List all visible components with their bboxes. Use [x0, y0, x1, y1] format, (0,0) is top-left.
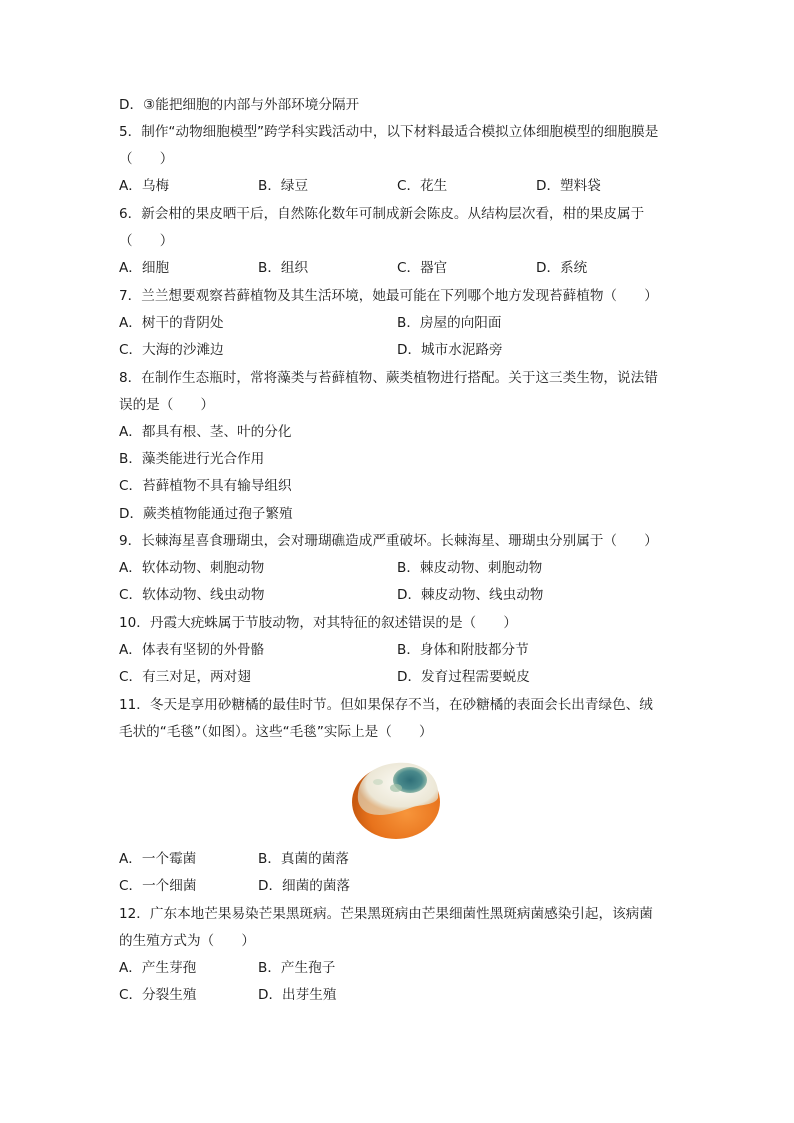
q12-option-c: C．分裂生殖 [119, 987, 197, 1003]
q6-option-b: B．组织 [258, 260, 309, 276]
q10-option-c: C．有三对足，两对翅 [119, 669, 251, 685]
q10-option-d: D．发育过程需要蜕皮 [397, 669, 530, 685]
q7-option-c: C．大海的沙滩边 [119, 342, 224, 358]
q11-stem-line2: 毛状的“毛毯”（如图）。这些“毛毯”实际上是（ ） [119, 724, 433, 740]
q12-option-a: A．产生芽孢 [119, 960, 197, 976]
q12-stem-line1: 12．广东本地芒果易染芒果黑斑病。芒果黑斑病由芒果细菌性黑斑病菌感染引起，该病菌 [119, 906, 653, 922]
q5-option-c: C．花生 [397, 178, 448, 194]
q6-option-d: D．系统 [536, 260, 588, 276]
q11-option-a: A．一个霉菌 [119, 851, 197, 867]
q7-option-a: A．树干的背阴处 [119, 315, 224, 331]
q12-option-b: B．产生孢子 [258, 960, 336, 976]
q9-stem-line1: 9．长棘海星喜食珊瑚虫，会对珊瑚礁造成严重破坏。长棘海星、珊瑚虫分别属于（ ） [119, 533, 658, 549]
q12-stem-line2: 的生殖方式为（ ） [119, 933, 255, 949]
q5-stem-line1: 5．制作“动物细胞模型”跨学科实践活动中，以下材料最适合模拟立体细胞模型的细胞膜是 [119, 124, 659, 140]
q6-stem-line2: （ ） [119, 233, 174, 249]
q9-option-d: D．棘皮动物、线虫动物 [397, 587, 544, 603]
q4-option-d: D．③能把细胞的内部与外部环境分隔开 [119, 97, 360, 113]
q7-option-d: D．城市水泥路旁 [397, 342, 503, 358]
q7-stem-line1: 7．兰兰想要观察苔藓植物及其生活环境，她最可能在下列哪个地方发现苔藓植物（ ） [119, 288, 658, 304]
q8-stem-line2: 误的是（ ） [119, 397, 215, 413]
q9-option-c: C．软体动物、线虫动物 [119, 587, 265, 603]
q5-option-d: D．塑料袋 [536, 178, 601, 194]
q8-stem-line1: 8．在制作生态瓶时，常将藻类与苔藓植物、蕨类植物进行搭配。关于这三类生物，说法错 [119, 370, 658, 386]
q12-option-d: D．出芽生殖 [258, 987, 337, 1003]
q8-option-a: A．都具有根、茎、叶的分化 [119, 424, 292, 440]
moldy-tangerine-image [350, 758, 442, 840]
q8-option-b: B．藻类能进行光合作用 [119, 451, 265, 467]
q5-stem-line2: （ ） [119, 151, 174, 167]
q6-option-a: A．细胞 [119, 260, 170, 276]
q10-option-a: A．体表有坚韧的外骨骼 [119, 642, 265, 658]
q11-option-c: C．一个细菌 [119, 878, 197, 894]
q8-option-c: C．苔藓植物不具有输导组织 [119, 478, 292, 494]
q5-option-a: A．乌梅 [119, 178, 170, 194]
q5-option-b: B．绿豆 [258, 178, 309, 194]
q6-option-c: C．器官 [397, 260, 448, 276]
q8-option-d: D．蕨类植物能通过孢子繁殖 [119, 506, 293, 522]
q10-stem-line1: 10．丹霞大疣蛛属于节肢动物，对其特征的叙述错误的是（ ） [119, 615, 517, 631]
q10-option-b: B．身体和附肢都分节 [397, 642, 529, 658]
q11-stem-line1: 11．冬天是享用砂糖橘的最佳时节。但如果保存不当，在砂糖橘的表面会长出青绿色、绒 [119, 697, 653, 713]
q11-option-b: B．真菌的菌落 [258, 851, 349, 867]
q7-option-b: B．房屋的向阳面 [397, 315, 502, 331]
q11-option-d: D．细菌的菌落 [258, 878, 351, 894]
q9-option-b: B．棘皮动物、刺胞动物 [397, 560, 543, 576]
q9-option-a: A．软体动物、刺胞动物 [119, 560, 265, 576]
q6-stem-line1: 6．新会柑的果皮晒干后，自然陈化数年可制成新会陈皮。从结构层次看，柑的果皮属于 [119, 206, 645, 222]
